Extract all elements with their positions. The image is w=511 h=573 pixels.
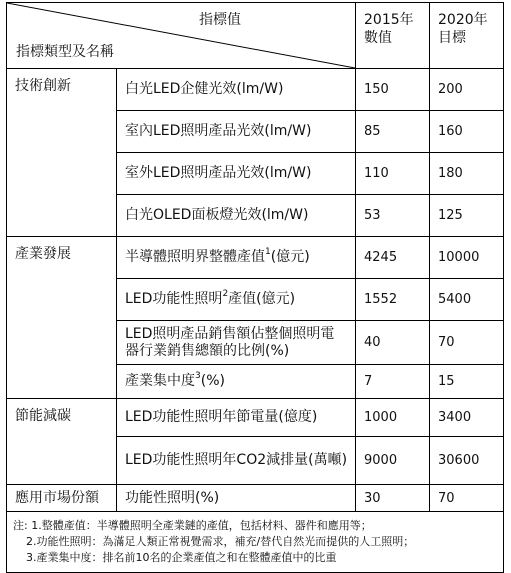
value-2020: 15 <box>430 365 504 399</box>
indicator-name: 白光LED企健光效(lm/W) <box>117 69 356 111</box>
notes-cell <box>7 512 504 573</box>
value-2020: 160 <box>430 111 504 153</box>
value-2015: 4245 <box>356 237 430 279</box>
note-3: 3.產業集中度：排名前10名的企業產值之和在整體產值中的比重 <box>26 551 337 564</box>
indicator-name: 功能性照明(%) <box>117 485 356 512</box>
indicator-unit: 產值(億元) <box>228 291 296 307</box>
indicator-name-line: 器行業銷售總額的比例(%) <box>125 342 290 359</box>
table-row <box>7 485 504 512</box>
value-2020: 70 <box>430 321 504 365</box>
note-2: 2.功能性照明：為滿足人類正常視覺需求，補充/替代自然光而提供的人工照明； <box>26 535 415 548</box>
header-row <box>7 3 504 69</box>
table-row <box>7 237 504 279</box>
value-2020: 200 <box>430 69 504 111</box>
header-indicator-value: 指標值 <box>199 12 241 28</box>
indicator-name: 室外LED照明產品光效(lm/W) <box>117 153 356 195</box>
indicator-name-text: 產業集中度 <box>125 373 195 389</box>
indicator-name-line: LED照明產品銷售額佔整個照明電 <box>125 325 335 342</box>
category-market-share: 應用市場份額 <box>7 485 117 512</box>
value-2015: 30 <box>356 485 430 512</box>
note-1: 注: 1.整體產值：半導體照明全產業鏈的產值，包括材料、器件和應用等； <box>13 519 372 532</box>
header-2015 <box>356 3 430 69</box>
value-2015: 85 <box>356 111 430 153</box>
value-2015: 110 <box>356 153 430 195</box>
indicator-unit: (%) <box>200 373 225 389</box>
value-2020: 125 <box>430 195 504 237</box>
indicator-name: LED功能性照明年節電量(億度) <box>117 399 356 437</box>
header-2020 <box>430 3 504 69</box>
value-2020: 3400 <box>430 399 504 437</box>
category-tech-innovation: 技術創新 <box>7 69 117 237</box>
category-industry-development: 產業發展 <box>7 237 117 399</box>
header-2020-label: 目標 <box>438 30 466 46</box>
indicator-name <box>117 321 356 365</box>
footnote-marker: 2 <box>222 289 229 299</box>
value-2020: 10000 <box>430 237 504 279</box>
diagonal-header-cell <box>7 3 356 69</box>
table-row <box>7 69 504 111</box>
indicator-name-text: LED功能性照明 <box>125 291 223 307</box>
value-2015: 1000 <box>356 399 430 437</box>
indicator-name: 白光OLED面板燈光效(lm/W) <box>117 195 356 237</box>
value-2020: 30600 <box>430 437 504 485</box>
value-2020: 70 <box>430 485 504 512</box>
header-2020-year: 2020年 <box>438 12 488 28</box>
indicator-name: LED功能性照明年CO2減排量(萬噸) <box>117 437 356 485</box>
header-type-name: 指標類型及名稱 <box>16 44 114 60</box>
footnote-marker: 1 <box>265 247 271 257</box>
value-2015: 7 <box>356 365 430 399</box>
value-2015: 9000 <box>356 437 430 485</box>
table-row <box>7 399 504 437</box>
indicator-unit: (億元) <box>270 249 310 265</box>
value-2020: 5400 <box>430 279 504 321</box>
footnote-marker: 3 <box>195 371 201 381</box>
category-energy-saving: 節能減碳 <box>7 399 117 485</box>
indicator-name <box>117 279 356 321</box>
indicator-name-text: 半導體照明界整體產值 <box>125 249 265 265</box>
value-2015: 150 <box>356 69 430 111</box>
value-2015: 53 <box>356 195 430 237</box>
indicator-name <box>117 237 356 279</box>
value-2020: 180 <box>430 153 504 195</box>
indicator-table <box>6 2 504 573</box>
header-2015-label: 數值 <box>364 30 392 46</box>
indicator-name <box>117 365 356 399</box>
notes-row <box>7 512 504 573</box>
value-2015: 40 <box>356 321 430 365</box>
indicator-table-document <box>6 2 507 563</box>
header-2015-year: 2015年 <box>364 12 414 28</box>
indicator-name: 室內LED照明產品光效(lm/W) <box>117 111 356 153</box>
value-2015: 1552 <box>356 279 430 321</box>
